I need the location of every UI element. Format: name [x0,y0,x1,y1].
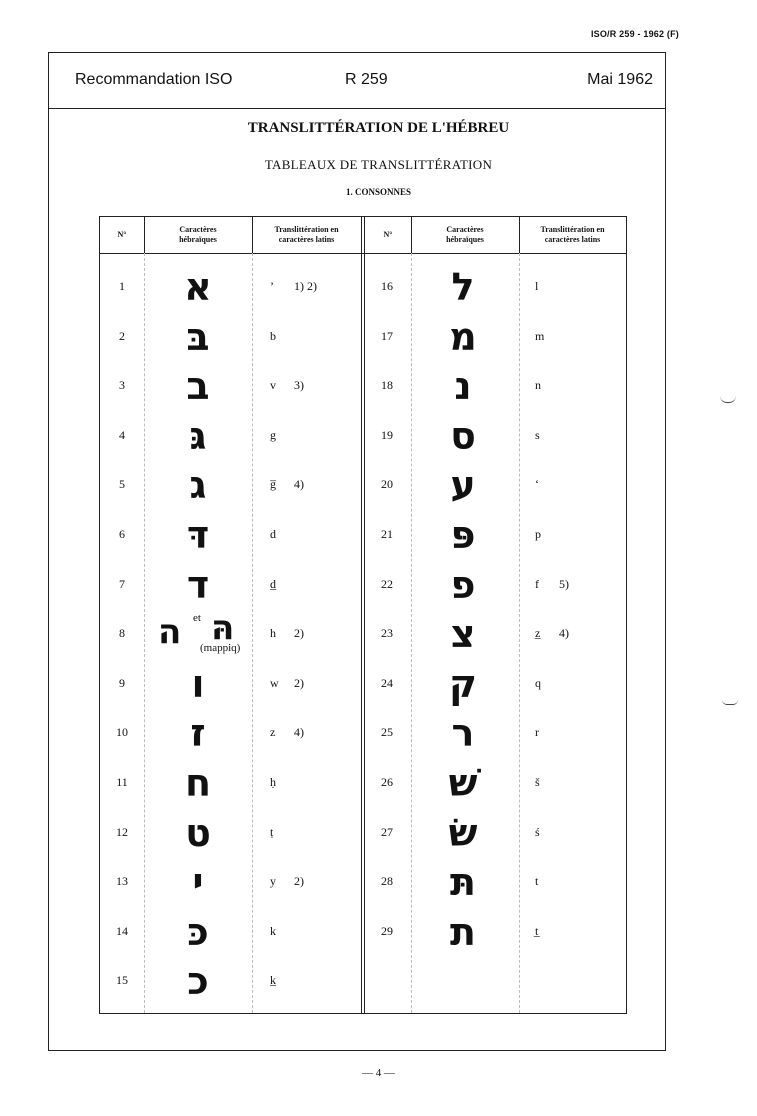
table-row [100,860,361,905]
table-row [365,612,626,657]
col-header-chars-line1: Caractères [446,225,484,234]
transliteration: ś [535,824,540,839]
row-number: 7 [119,576,125,591]
footnote-ref: 4) [294,725,304,740]
col-header-translit-line2: caractères latins [278,235,335,244]
table-row [365,562,626,607]
hebrew-character: ר [451,711,475,756]
hebrew-character: ת [450,909,476,954]
row-number: 9 [119,675,125,690]
transliteration: f [535,576,539,591]
col-header-chars-left [144,217,252,253]
transliteration: g̅ [270,477,276,492]
row-number: 12 [116,824,128,839]
page-header [49,53,665,109]
row-number: 17 [381,328,393,343]
table-row [365,463,626,508]
hebrew-character: מ [449,314,477,359]
transliteration: d̲ [270,576,276,591]
table-row [100,763,361,803]
transliteration: t̲ [535,923,539,938]
hebrew-character: ה [158,612,182,653]
table-row [100,267,361,307]
transliteration: k [270,923,276,938]
transliteration: t [535,874,539,889]
hebrew-character: ז [190,711,206,756]
transliteration: l [535,279,539,293]
col-header-chars-line1: Caractères [179,225,217,234]
header-divider [411,217,412,253]
hebrew-character: ק [449,661,477,706]
table-row [365,661,626,706]
hebrew-character: בּ [186,314,210,359]
hebrew-character: ט [185,810,211,855]
transliteration: z̲ [535,626,541,641]
table-row [100,608,361,655]
mappiq-label: (mappiq) [200,642,241,655]
transliteration: h [270,626,276,641]
transliteration: v [270,378,276,393]
row-number: 26 [381,775,393,789]
hebrew-character: י [192,860,204,905]
row-number: 15 [116,973,128,988]
hebrew-character: ד [186,562,210,607]
table-row [100,909,361,954]
transliteration: q [535,675,541,690]
header-center: R 259 [345,71,388,88]
hebrew-character: צ [450,612,476,657]
col-header-chars-line2: hébraïques [179,235,217,244]
transliteration: k̲ [270,973,276,988]
row-number: 25 [381,725,393,740]
row-number: 22 [381,576,393,591]
col-header-translit-line2: caractères latins [544,235,601,244]
transliteration: n [535,378,541,393]
table-row [365,515,626,555]
table-row [365,413,626,458]
row-number: 5 [119,477,125,492]
conjunction-label: et [193,612,201,625]
transliteration: m [535,328,545,343]
col-header-chars-line2: hébraïques [446,235,484,244]
table-row [100,661,361,706]
footnote-ref: 5) [559,576,569,591]
header-divider [144,217,145,253]
transliteration: ’ [270,279,274,293]
header-divider [252,217,253,253]
hebrew-character: פ [450,562,476,607]
table-row [100,810,361,855]
hebrew-character: ב [186,364,210,409]
transliteration: ḥ [270,775,276,789]
transliteration: b [270,328,276,343]
hebrew-character: ג [189,463,207,508]
table-row [100,364,361,409]
transliteration: š [535,775,540,789]
footnote-ref: 4) [559,626,569,641]
consonant-table [99,216,627,1014]
footnote-ref: 2) [294,675,304,690]
row-number: 6 [119,527,125,541]
hebrew-character: ח [184,761,212,805]
table-row [100,314,361,359]
hebrew-character: שׂ [448,810,478,855]
margin-mark [720,396,736,403]
transliteration: s [535,427,540,442]
row-number: 18 [381,378,393,393]
footnote-ref: 2) [294,874,304,889]
col-header-chars-right [411,217,519,253]
col-header-translit-line1: Translittération en [274,225,339,234]
page-number: — 4 — [362,1067,395,1079]
col-header-no-right: N° [383,230,393,239]
hebrew-character: ס [450,413,476,458]
transliteration: z [270,725,276,740]
row-number: 8 [119,626,125,641]
col-header-no-left: N° [117,230,127,239]
transliteration: d [270,527,276,541]
table-row [100,562,361,607]
row-number: 10 [116,725,128,740]
transliteration: w [270,675,279,690]
header-right: Mai 1962 [587,71,653,88]
footnote-ref: 2) [294,626,304,641]
hebrew-character-mappiq: הּ [211,608,235,649]
section-title: 1. CONSONNES [345,187,411,197]
col-header-translit-line1: Translittération en [540,225,605,234]
table-row [365,364,626,409]
col-header-translit-right [519,217,626,253]
table-row [365,314,626,359]
row-number: 19 [381,427,393,442]
hebrew-character: פּ [450,513,476,557]
row-number: 14 [116,923,128,938]
col-header-translit-left [252,217,361,253]
footnote-ref: 4) [294,477,304,492]
table-row [100,711,361,756]
transliteration: r [535,725,539,740]
row-number: 4 [119,427,125,442]
row-number: 28 [381,874,393,889]
hebrew-character: שׁ [448,761,478,805]
table-row [365,267,626,307]
table-row [100,515,361,555]
hebrew-character: תּ [450,860,476,905]
document-reference: ISO/R 259 - 1962 (F) [590,29,679,39]
footnote-ref: 3) [294,378,304,393]
hebrew-character: נ [454,364,472,409]
row-number: 2 [119,328,125,343]
transliteration: ‘ [535,477,539,492]
margin-mark [722,700,738,705]
row-number: 24 [381,675,393,690]
hebrew-character: דּ [186,513,210,557]
row-number: 27 [381,824,393,839]
row-number: 21 [381,527,393,541]
row-number: 3 [119,378,125,393]
footnote-ref: 1) 2) [294,279,317,293]
table-row [365,763,626,803]
table-row [365,860,626,905]
transliteration: g [270,427,276,442]
table-row [100,413,361,458]
row-number: 16 [381,279,393,293]
transliteration: y [270,874,276,889]
table-row [365,909,626,954]
table-row [100,959,361,1004]
hebrew-character: גּ [189,413,207,458]
table-row [365,810,626,855]
transliteration: p [535,527,541,541]
hebrew-character: ו [191,661,205,706]
hebrew-character: ל [451,265,475,309]
hebrew-character: כּ [187,909,209,954]
row-number: 1 [119,279,125,293]
header-left: Recommandation ISO [75,71,233,88]
hebrew-character: א [184,265,212,309]
row-number: 13 [116,874,128,889]
row-number: 23 [381,626,393,641]
transliteration: ṭ [270,824,274,839]
table-row [100,463,361,508]
page-title: TRANSLITTÉRATION DE L'HÉBREU [247,120,510,136]
page-subtitle: TABLEAUX DE TRANSLITTÉRATION [264,157,493,172]
row-number: 29 [381,923,393,938]
row-number: 11 [116,775,128,789]
header-divider [519,217,520,253]
hebrew-character: ע [450,463,476,508]
row-number: 20 [381,477,393,492]
hebrew-character: כ [187,959,209,1004]
table-row [365,711,626,756]
